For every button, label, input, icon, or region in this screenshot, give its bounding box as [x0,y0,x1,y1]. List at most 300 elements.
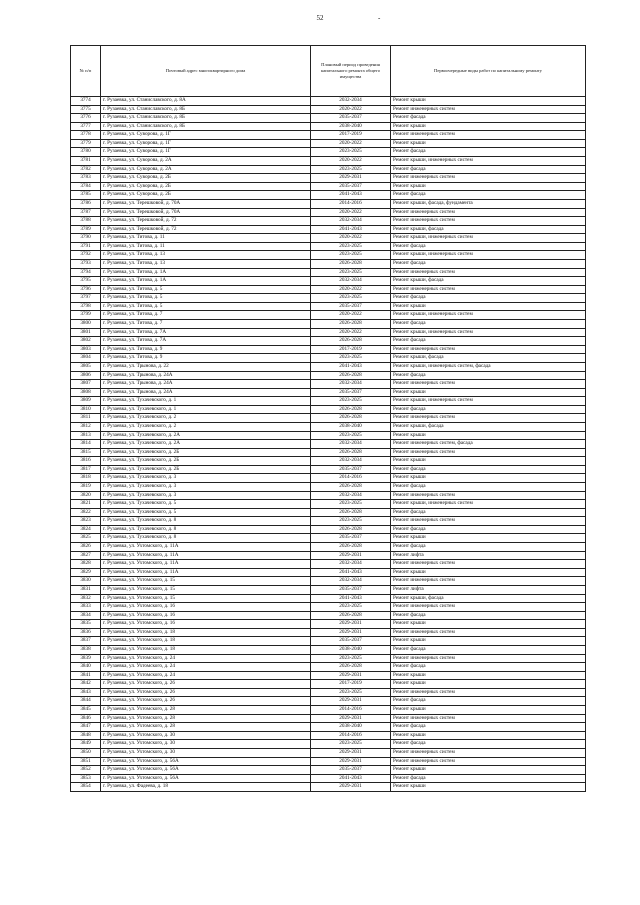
row-period: 2023-2025 [311,165,391,174]
row-address: г. Рузаевка, ул. Ухтомского, д. 26 [101,680,311,689]
table-row [71,637,586,646]
row-number: 3801 [71,328,101,337]
row-works: Ремонт крыши, фасада [391,225,586,234]
table-row [71,165,586,174]
row-address: г. Рузаевка, ул. Тухачевского, д. 1 [101,397,311,406]
row-period: 2029-2031 [311,714,391,723]
row-number: 3817 [71,465,101,474]
table-row [71,628,586,637]
row-period: 2041-2043 [311,191,391,200]
row-number: 3788 [71,217,101,226]
table-row [71,97,586,106]
row-works: Ремонт фасада [391,525,586,534]
row-address: г. Рузаевка, ул. Ухтомского, д. 11А [101,551,311,560]
row-number: 3791 [71,242,101,251]
row-works: Ремонт крыши [391,766,586,775]
row-period: 2041-2043 [311,568,391,577]
table-row [71,199,586,208]
row-address: г. Рузаевка, ул. Ухтомского, д. 18 [101,637,311,646]
table-row [71,345,586,354]
row-works: Ремонт фасада [391,508,586,517]
row-works: Ремонт инженерных систем [391,448,586,457]
row-address: г. Рузаевка, ул. Тухачевского, д. 8 [101,525,311,534]
row-number: 3848 [71,731,101,740]
row-period: 2029-2031 [311,628,391,637]
table-row [71,105,586,114]
row-address: г. Рузаевка, ул. Тухачевского, д. 8 [101,534,311,543]
repair-schedule-table [70,45,586,792]
row-period: 2035-2037 [311,585,391,594]
table-row [71,474,586,483]
row-address: г. Рузаевка, ул. Ухтомского, д. 28 [101,714,311,723]
row-works: Ремонт крыши [391,97,586,106]
table-row [71,723,586,732]
row-address: г. Рузаевка, ул. Трынова, д. 22 [101,362,311,371]
row-address: г. Рузаевка, ул. Терешковой, д. 70А [101,199,311,208]
table-row [71,448,586,457]
row-address: г. Рузаевка, ул. Ухтомского, д. 11А [101,543,311,552]
row-period: 2023-2025 [311,603,391,612]
row-period: 2023-2025 [311,397,391,406]
row-period: 2041-2043 [311,362,391,371]
row-period: 2032-2034 [311,491,391,500]
row-period: 2035-2037 [311,465,391,474]
table-body [71,97,586,792]
row-number: 3802 [71,337,101,346]
table-row [71,320,586,329]
row-address: г. Рузаевка, ул. Трынова, д. 24А [101,388,311,397]
row-address: г. Рузаевка, ул. Терешковой, д. 72 [101,225,311,234]
table-row [71,259,586,268]
row-address: г. Рузаевка, ул. Титова, д. 11 [101,234,311,243]
row-address: г. Рузаевка, ул. Терешковой, д. 72 [101,217,311,226]
row-number: 3850 [71,748,101,757]
table-row [71,517,586,526]
table-row [71,431,586,440]
table-row [71,740,586,749]
table-row [71,380,586,389]
row-number: 3785 [71,191,101,200]
row-period: 2038-2040 [311,723,391,732]
table-row [71,697,586,706]
row-number: 3843 [71,688,101,697]
row-number: 3794 [71,268,101,277]
row-address: г. Рузаевка, ул. Суворова, д. 2А [101,157,311,166]
row-works: Ремонт крыши [391,568,586,577]
table-row [71,285,586,294]
row-address: г. Рузаевка, ул. Титова, д. 9 [101,345,311,354]
row-works: Ремонт фасада [391,371,586,380]
table-row [71,646,586,655]
row-works: Ремонт крыши [391,457,586,466]
table-row [71,225,586,234]
row-works: Ремонт крыши [391,431,586,440]
row-works: Ремонт крыши [391,706,586,715]
row-works: Ремонт крыши, инженерных систем [391,311,586,320]
row-number: 3822 [71,508,101,517]
row-period: 2020-2022 [311,285,391,294]
row-period: 2041-2043 [311,594,391,603]
row-period: 2035-2037 [311,302,391,311]
row-works: Ремонт крыши, фасада [391,422,586,431]
row-works: Ремонт фасада [391,259,586,268]
row-number: 3779 [71,139,101,148]
row-period: 2032-2034 [311,277,391,286]
row-works: Ремонт инженерных систем [391,174,586,183]
row-period: 2026-2028 [311,405,391,414]
row-address: г. Рузаевка, ул. Ухтомского, д. 15 [101,594,311,603]
row-number: 3814 [71,440,101,449]
table-row [71,440,586,449]
row-number: 3840 [71,663,101,672]
row-address: г. Рузаевка, ул. Суворова, д. 1Г [101,131,311,140]
row-address: г. Рузаевка, ул. Ухтомского, д. 16 [101,603,311,612]
row-works: Ремонт лифта [391,585,586,594]
row-period: 2038-2040 [311,646,391,655]
row-address: г. Рузаевка, ул. Трынова, д. 24А [101,371,311,380]
row-period: 2032-2034 [311,217,391,226]
row-address: г. Рузаевка, ул. Тухачевского, д. 3 [101,491,311,500]
table-row [71,208,586,217]
row-works: Ремонт инженерных систем, фасада [391,440,586,449]
row-works: Ремонт фасада [391,740,586,749]
row-period: 2023-2025 [311,294,391,303]
row-address: г. Рузаевка, ул. Титова, д. 1А [101,268,311,277]
row-number: 3782 [71,165,101,174]
table-row [71,594,586,603]
row-number: 3803 [71,345,101,354]
row-period: 2029-2031 [311,697,391,706]
table-row [71,397,586,406]
table-header-row [71,46,586,97]
row-number: 3839 [71,654,101,663]
row-number: 3806 [71,371,101,380]
row-period: 2032-2034 [311,97,391,106]
table-row [71,500,586,509]
row-works: Ремонт фасада [391,320,586,329]
table-row [71,311,586,320]
row-period: 2035-2037 [311,388,391,397]
row-address: г. Рузаевка, ул. Ухтомского, д. 26 [101,697,311,706]
row-address: г. Рузаевка, ул. Титова, д. 7 [101,320,311,329]
row-address: г. Рузаевка, ул. Станиславского, д. 8Б [101,122,311,131]
row-period: 2035-2037 [311,182,391,191]
row-number: 3792 [71,251,101,260]
row-works: Ремонт фасада [391,405,586,414]
row-address: г. Рузаевка, ул. Титова, д. 1А [101,277,311,286]
header-address: Почтовый адрес многоквартирного дома [101,46,311,97]
row-works: Ремонт крыши [391,474,586,483]
row-period: 2017-2019 [311,345,391,354]
row-period: 2026-2028 [311,337,391,346]
table-row [71,671,586,680]
row-works: Ремонт крыши [391,302,586,311]
row-period: 2023-2025 [311,251,391,260]
table-row [71,371,586,380]
row-address: г. Рузаевка, ул. Тухачевского, д. 5 [101,508,311,517]
table-row [71,757,586,766]
page-number-text: 52 [316,14,324,22]
row-works: Ремонт инженерных систем [391,208,586,217]
table-row [71,414,586,423]
row-period: 2023-2025 [311,148,391,157]
table-row [71,714,586,723]
row-address: г. Рузаевка, ул. Фадеева, д. 18 [101,783,311,792]
row-address: г. Рузаевка, ул. Ухтомского, д. 28 [101,706,311,715]
table-row [71,783,586,792]
row-number: 3775 [71,105,101,114]
row-period: 2026-2028 [311,525,391,534]
row-works: Ремонт инженерных систем [391,285,586,294]
table-row [71,525,586,534]
row-period: 2023-2025 [311,740,391,749]
row-period: 2026-2028 [311,448,391,457]
row-works: Ремонт крыши [391,534,586,543]
row-period: 2038-2040 [311,422,391,431]
row-period: 2032-2034 [311,577,391,586]
row-address: г. Рузаевка, ул. Титова, д. 5 [101,302,311,311]
table-row [71,422,586,431]
row-address: г. Рузаевка, ул. Суворова, д. 2Б [101,174,311,183]
row-number: 3849 [71,740,101,749]
row-works: Ремонт крыши, инженерных систем [391,157,586,166]
row-period: 2023-2025 [311,654,391,663]
row-address: г. Рузаевка, ул. Тухачевского, д. 2А [101,440,311,449]
page-number [0,14,640,22]
row-works: Ремонт инженерных систем [391,414,586,423]
row-works: Ремонт крыши, фасада [391,594,586,603]
row-address: г. Рузаевка, ул. Суворова, д. 2Б [101,182,311,191]
table-row [71,620,586,629]
row-number: 3853 [71,774,101,783]
row-works: Ремонт фасада [391,165,586,174]
row-number: 3830 [71,577,101,586]
row-number: 3812 [71,422,101,431]
row-period: 2020-2022 [311,105,391,114]
row-period: 2020-2022 [311,208,391,217]
row-period: 2029-2031 [311,551,391,560]
row-number: 3818 [71,474,101,483]
table-row [71,251,586,260]
row-period: 2017-2019 [311,680,391,689]
row-period: 2026-2028 [311,414,391,423]
row-period: 2029-2031 [311,174,391,183]
row-number: 3795 [71,277,101,286]
row-works: Ремонт фасада [391,543,586,552]
row-address: г. Рузаевка, ул. Станиславского, д. 8А [101,97,311,106]
row-number: 3809 [71,397,101,406]
row-address: г. Рузаевка, ул. Тухачевского, д. 3 [101,483,311,492]
row-number: 3800 [71,320,101,329]
row-works: Ремонт фасада [391,611,586,620]
row-period: 2032-2034 [311,380,391,389]
row-number: 3823 [71,517,101,526]
row-number: 3844 [71,697,101,706]
row-works: Ремонт инженерных систем [391,688,586,697]
row-works: Ремонт крыши [391,783,586,792]
row-works: Ремонт фасада [391,337,586,346]
row-works: Ремонт крыши [391,680,586,689]
row-works: Ремонт фасада [391,294,586,303]
row-number: 3776 [71,114,101,123]
table-row [71,131,586,140]
row-number: 3777 [71,122,101,131]
row-address: г. Рузаевка, ул. Ухтомского, д. 18 [101,646,311,655]
row-address: г. Рузаевка, ул. Ухтомского, д. 15 [101,585,311,594]
row-works: Ремонт инженерных систем [391,560,586,569]
table-row [71,465,586,474]
row-number: 3774 [71,97,101,106]
row-works: Ремонт инженерных систем [391,105,586,114]
row-address: г. Рузаевка, ул. Суворова, д. 2А [101,165,311,174]
row-period: 2026-2028 [311,259,391,268]
row-works: Ремонт фасада [391,646,586,655]
row-works: Ремонт инженерных систем [391,268,586,277]
row-number: 3787 [71,208,101,217]
row-works: Ремонт фасада [391,242,586,251]
row-works: Ремонт фасада [391,723,586,732]
table-row [71,234,586,243]
row-address: г. Рузаевка, ул. Ухтомского, д. 24 [101,654,311,663]
row-number: 3807 [71,380,101,389]
row-number: 3781 [71,157,101,166]
table-row [71,148,586,157]
row-period: 2041-2043 [311,225,391,234]
row-number: 3827 [71,551,101,560]
row-number: 3847 [71,723,101,732]
row-number: 3798 [71,302,101,311]
row-address: г. Рузаевка, ул. Ухтомского, д. 16 [101,611,311,620]
row-works: Ремонт крыши, фасада [391,354,586,363]
row-works: Ремонт крыши, фасада [391,277,586,286]
row-number: 3815 [71,448,101,457]
row-works: Ремонт фасада [391,148,586,157]
table-row [71,191,586,200]
row-address: г. Рузаевка, ул. Титова, д. 7 [101,311,311,320]
table-row [71,277,586,286]
row-works: Ремонт инженерных систем [391,217,586,226]
table-row [71,242,586,251]
row-works: Ремонт крыши [391,139,586,148]
row-period: 2029-2031 [311,757,391,766]
row-works: Ремонт инженерных систем [391,577,586,586]
row-works: Ремонт инженерных систем [391,654,586,663]
row-works: Ремонт фасада [391,774,586,783]
row-period: 2014-2016 [311,474,391,483]
row-number: 3825 [71,534,101,543]
row-works: Ремонт инженерных систем [391,603,586,612]
row-address: г. Рузаевка, ул. Ухтомского, д. 24 [101,671,311,680]
row-works: Ремонт крыши, инженерных систем [391,251,586,260]
table-row [71,654,586,663]
row-works: Ремонт крыши, инженерных систем [391,500,586,509]
row-address: г. Рузаевка, ул. Ухтомского, д. 30 [101,731,311,740]
row-address: г. Рузаевка, ул. Ухтомского, д. 26 [101,688,311,697]
row-address: г. Рузаевка, ул. Титова, д. 7А [101,328,311,337]
row-period: 2041-2043 [311,774,391,783]
table-row [71,731,586,740]
row-number: 3797 [71,294,101,303]
row-number: 3826 [71,543,101,552]
row-address: г. Рузаевка, ул. Терешковой, д. 70А [101,208,311,217]
row-address: г. Рузаевка, ул. Титова, д. 9 [101,354,311,363]
row-period: 2023-2025 [311,500,391,509]
row-period: 2026-2028 [311,508,391,517]
row-works: Ремонт инженерных систем [391,491,586,500]
row-period: 2020-2022 [311,234,391,243]
row-period: 2035-2037 [311,637,391,646]
row-number: 3813 [71,431,101,440]
row-number: 3838 [71,646,101,655]
row-works: Ремонт крыши, инженерных систем [391,234,586,243]
row-works: Ремонт фасада [391,114,586,123]
table-row [71,157,586,166]
row-works: Ремонт крыши, инженерных систем [391,397,586,406]
row-works: Ремонт инженерных систем [391,380,586,389]
table-row [71,663,586,672]
row-works: Ремонт лифта [391,551,586,560]
table-row [71,388,586,397]
table-row [71,748,586,757]
row-period: 2023-2025 [311,517,391,526]
row-address: г. Рузаевка, ул. Тухачевского, д. 8 [101,517,311,526]
row-number: 3778 [71,131,101,140]
row-address: г. Рузаевка, ул. Титова, д. 5 [101,294,311,303]
row-address: г. Рузаевка, ул. Тухачевского, д. 2Б [101,448,311,457]
row-address: г. Рузаевка, ул. Ухтомского, д. 28 [101,723,311,732]
table-row [71,585,586,594]
row-period: 2023-2025 [311,688,391,697]
row-number: 3824 [71,525,101,534]
row-works: Ремонт крыши [391,620,586,629]
row-address: г. Рузаевка, ул. Тухачевского, д. 2А [101,431,311,440]
row-period: 2029-2031 [311,620,391,629]
table-row [71,217,586,226]
header-works: Первоочередные виды работ по капитальному ремонту [391,46,586,97]
row-works: Ремонт фасада [391,697,586,706]
row-works: Ремонт инженерных систем [391,757,586,766]
table-row [71,294,586,303]
row-address: г. Рузаевка, ул. Тухачевского, д. 1 [101,405,311,414]
row-address: г. Рузаевка, ул. Тухачевского, д. 2Б [101,465,311,474]
row-address: г. Рузаевка, ул. Тухачевского, д. 3 [101,474,311,483]
row-number: 3852 [71,766,101,775]
row-number: 3819 [71,483,101,492]
row-address: г. Рузаевка, ул. Ухтомского, д. 18 [101,628,311,637]
table-row [71,543,586,552]
row-address: г. Рузаевка, ул. Ухтомского, д. 24 [101,663,311,672]
row-address: г. Рузаевка, ул. Ухтомского, д. 30 [101,740,311,749]
table-row [71,774,586,783]
row-period: 2026-2028 [311,543,391,552]
row-works: Ремонт крыши [391,637,586,646]
row-period: 2023-2025 [311,431,391,440]
table-row [71,680,586,689]
row-period: 2014-2016 [311,199,391,208]
row-address: г. Рузаевка, ул. Станиславского, д. 8Б [101,105,311,114]
table-row [71,603,586,612]
row-period: 2014-2016 [311,731,391,740]
row-period: 2020-2022 [311,157,391,166]
table-row [71,122,586,131]
row-address: г. Рузаевка, ул. Титова, д. 11 [101,242,311,251]
row-period: 2023-2025 [311,354,391,363]
row-address: г. Рузаевка, ул. Суворова, д. 2Б [101,191,311,200]
row-number: 3816 [71,457,101,466]
row-works: Ремонт инженерных систем [391,748,586,757]
row-works: Ремонт инженерных систем [391,628,586,637]
row-works: Ремонт фасада [391,191,586,200]
